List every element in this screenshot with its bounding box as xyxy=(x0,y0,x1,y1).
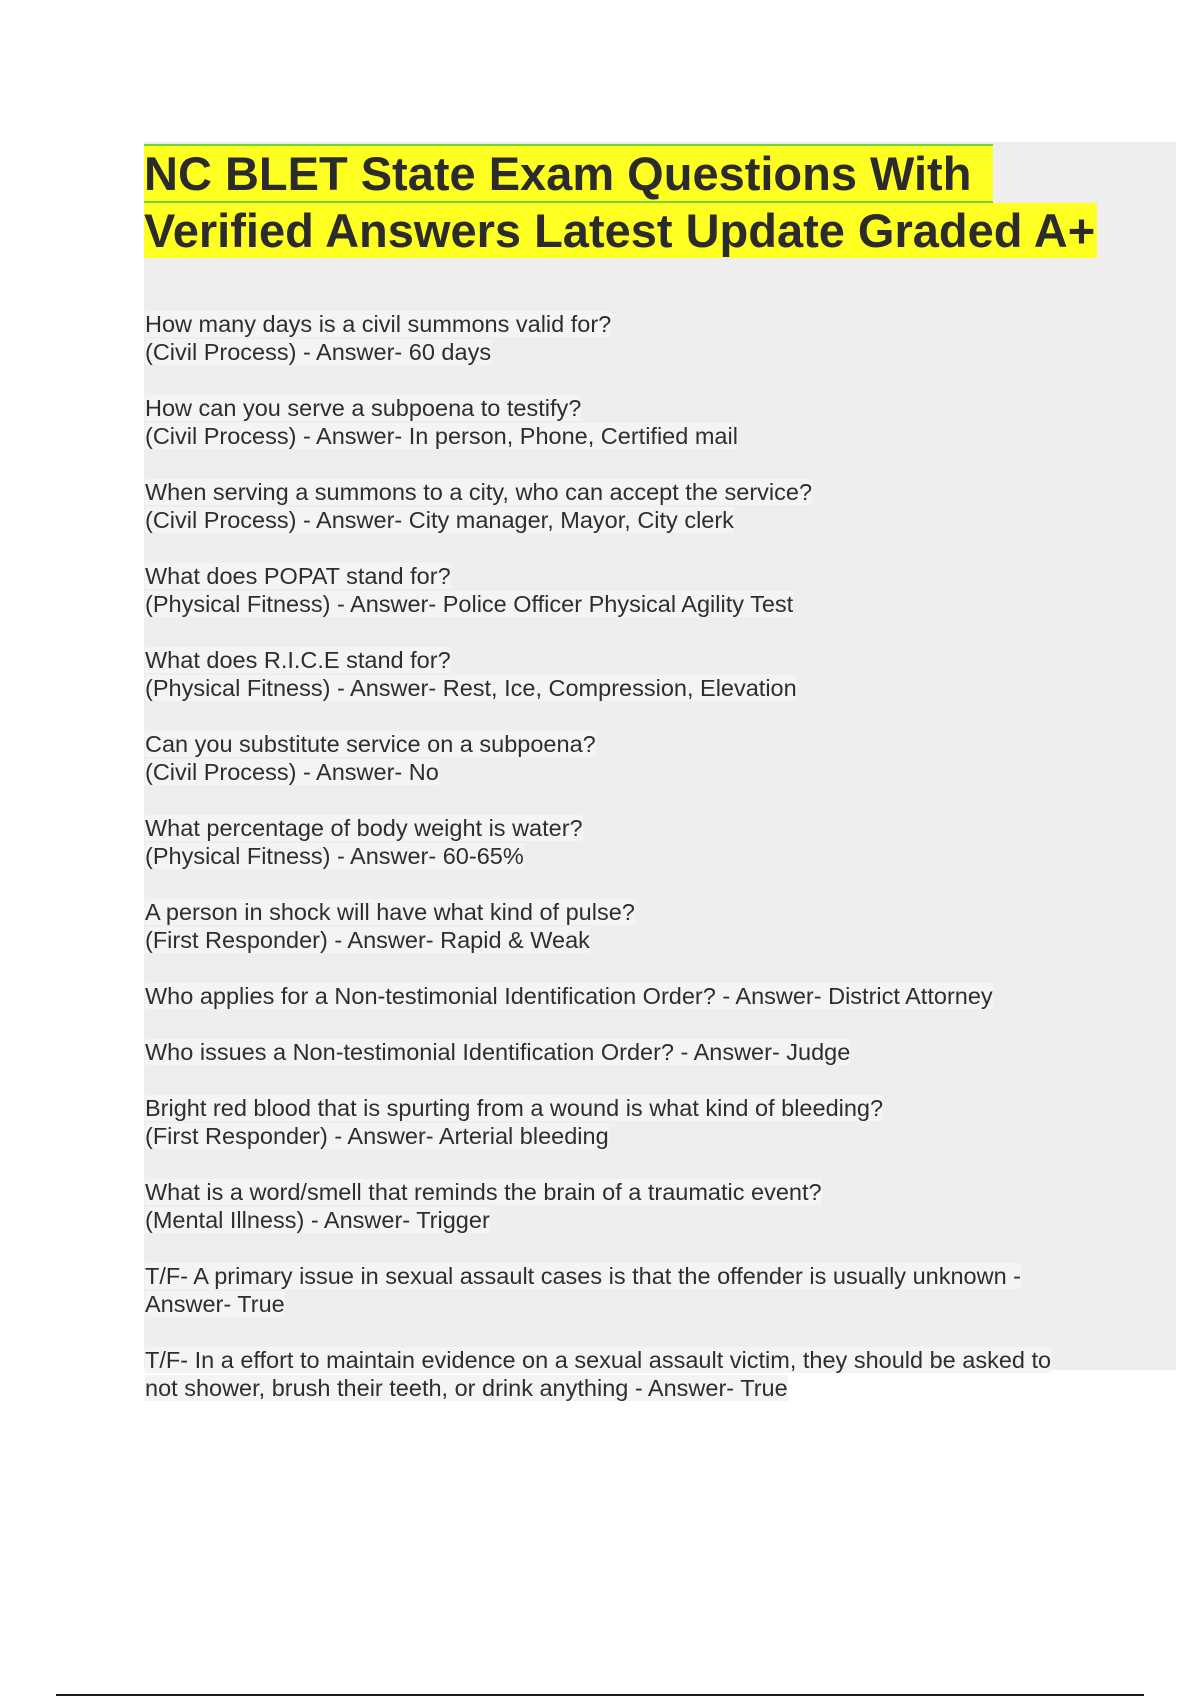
answer-text: not shower, brush their teeth, or drink anything - Answer- True xyxy=(145,1375,788,1401)
qa-item xyxy=(145,394,1105,450)
qa-item xyxy=(145,1038,1105,1066)
qa-item xyxy=(145,562,1105,618)
footer-divider xyxy=(56,1694,1144,1696)
answer-text: (Physical Fitness) - Answer- Police Officer Physical Agility Test xyxy=(145,591,794,617)
answer-text: (First Responder) - Answer- Rapid & Weak xyxy=(145,927,590,953)
question-text: How can you serve a subpoena to testify? xyxy=(145,395,582,421)
answer-text: (First Responder) - Answer- Arterial bleeding xyxy=(145,1123,609,1149)
qa-item xyxy=(145,730,1105,786)
question-text: T/F- In a effort to maintain evidence on a sexual assault victim, they should be asked to xyxy=(145,1347,1052,1373)
qa-item xyxy=(145,982,1105,1010)
question-text: Who issues a Non-testimonial Identification Order? - Answer- Judge xyxy=(145,1039,851,1065)
answer-text: (Physical Fitness) - Answer- Rest, Ice, Compression, Elevation xyxy=(145,675,797,701)
question-text: What is a word/smell that reminds the brain of a traumatic event? xyxy=(145,1179,822,1205)
qa-item xyxy=(145,1346,1105,1402)
answer-text: Answer- True xyxy=(145,1291,285,1317)
qa-list xyxy=(145,310,1105,1430)
document-title xyxy=(144,144,1144,258)
question-text: Who applies for a Non-testimonial Identification Order? - Answer- District Attorney xyxy=(145,983,993,1009)
qa-item xyxy=(145,1094,1105,1150)
answer-text: (Civil Process) - Answer- City manager, Mayor, City clerk xyxy=(145,507,734,533)
question-text: A person in shock will have what kind of pulse? xyxy=(145,899,635,925)
answer-text: (Physical Fitness) - Answer- 60-65% xyxy=(145,843,524,869)
question-text: What does POPAT stand for? xyxy=(145,563,451,589)
answer-text: (Civil Process) - Answer- No xyxy=(145,759,439,785)
qa-item xyxy=(145,478,1105,534)
question-text: Bright red blood that is spurting from a wound is what kind of bleeding? xyxy=(145,1095,884,1121)
answer-text: (Civil Process) - Answer- 60 days xyxy=(145,339,492,365)
answer-text: (Mental Illness) - Answer- Trigger xyxy=(145,1207,490,1233)
title-line-2: Verified Answers Latest Update Graded A+ xyxy=(144,204,1096,257)
qa-item xyxy=(145,1178,1105,1234)
qa-item xyxy=(145,898,1105,954)
question-text: T/F- A primary issue in sexual assault cases is that the offender is usually unknown - xyxy=(145,1263,1022,1289)
qa-item xyxy=(145,646,1105,702)
title-line-1: NC BLET State Exam Questions With xyxy=(144,144,993,203)
question-text: Can you substitute service on a subpoena? xyxy=(145,731,596,757)
qa-item xyxy=(145,310,1105,366)
qa-item xyxy=(145,1262,1105,1318)
question-text: What does R.I.C.E stand for? xyxy=(145,647,451,673)
question-text: How many days is a civil summons valid for? xyxy=(145,311,612,337)
qa-item xyxy=(145,814,1105,870)
answer-text: (Civil Process) - Answer- In person, Phone, Certified mail xyxy=(145,423,738,449)
question-text: When serving a summons to a city, who can accept the service? xyxy=(145,479,813,505)
question-text: What percentage of body weight is water? xyxy=(145,815,583,841)
